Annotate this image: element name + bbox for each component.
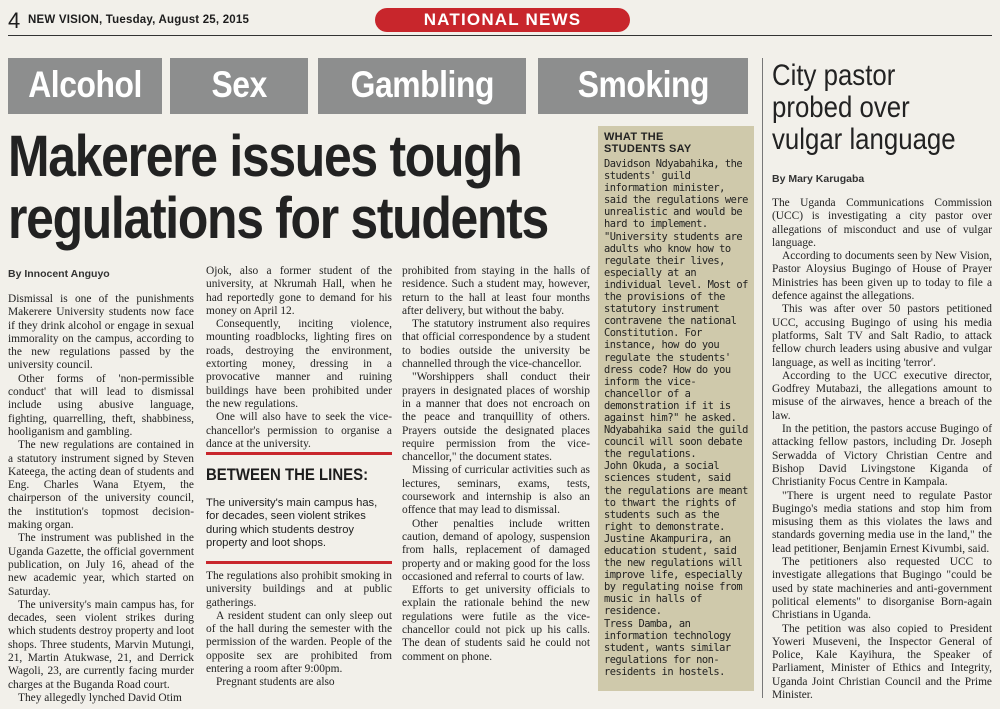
main-byline: By Innocent Anguyo bbox=[8, 268, 110, 280]
paragraph: The petitioners also requested UCC to investigate allegations that Bugingo "could be used by state machineries and anti-government political elements" to disorganise Born-again Christians in Uganda. bbox=[772, 556, 992, 622]
paragraph: The new regulations are contained in a statutory instrument signed by Steven Kateega, the acting dean of students and Eng. Charles Wana Etyem, the chairperson of the university council, the institution's topmost decision-making organ. bbox=[8, 439, 194, 532]
paragraph: In the petition, the pastors accuse Bugingo of attacking fellow pastors, including Dr. Joseph Serwadda of Victory Christian Centre and Bishop David Livingstone Kiganda of Christianity Focus Centre in Kampala. bbox=[772, 423, 992, 489]
paragraph: "University students are adults who know how to regulate their lives, especially at an individual level. Most of the provisions of the statutory instrument contravene the national Constitution. For instance, how do you regulate the students' dress code? How do you inform the vice-chancellor of a demonstration if it is against him?" he asked. bbox=[604, 230, 748, 424]
paragraph: Ndyabahika said the guild council will soon debate the regulations. bbox=[604, 424, 748, 461]
topic-smoking: Smoking bbox=[538, 58, 748, 114]
sidebar-body bbox=[604, 158, 748, 678]
paragraph: Tress Damba, an information technology student, wants similar regulations for non-residents in hostels. bbox=[604, 617, 731, 678]
paragraph: Pregnant students are also bbox=[216, 676, 335, 689]
paragraph: The university's main campus has, for decades, seen violent strikes during which students destroy property and loot shops. Three students, Marvin Mutungi, 21, Martin Atukwase, 21, and Derrick Wagoli, 23, are currently facing murder charges at the Buganda Road court. bbox=[8, 598, 194, 691]
right-headline: City pastor probed over vulgar language bbox=[772, 59, 956, 156]
topic-gambling: Gambling bbox=[318, 58, 526, 114]
paragraph: prohibited from staying in the halls of residence. Such a student may, however, return to the hall at least four months after delivery, but without the baby. bbox=[402, 265, 590, 317]
paragraph: Justine Akampurira, an education student, said the new regulations will improve life, especially by regulating noise from music in halls of residence. bbox=[604, 532, 743, 618]
paragraph: Other forms of 'non-permissible conduct' that will lead to dismissal include using abusive language, fighting, quarrelling, theft, shabbiness, hooliganism and gambling. bbox=[8, 372, 194, 438]
between-the-lines-rule-top bbox=[206, 452, 392, 455]
paragraph: "There is urgent need to regulate Pastor Bugingo's media stations and stop him from misusing them as this violates the laws and standards governing media use in the land," the lead petitioner, Benjamin Ernest Kivumbi, said. bbox=[772, 489, 992, 555]
paragraph: Dismissal is one of the punishments Makerere University students now face if they drink alcohol or engage in sexual immorality on the campus, according to the new regulations passed by the university council. bbox=[8, 293, 194, 372]
sidebar-title: WHAT THE STUDENTS SAY bbox=[604, 131, 692, 155]
paragraph: Efforts to get university officials to explain the rationale behind the new regulations were futile as the vice-chancellor could not pick up his calls. The dean of students said he could not comment on phone. bbox=[402, 584, 590, 663]
paragraph: They allegedly lynched David Otim bbox=[18, 691, 182, 704]
main-story-column-3 bbox=[402, 265, 590, 664]
main-story-column-2-top bbox=[206, 265, 392, 451]
section-banner: NATIONAL NEWS bbox=[375, 8, 630, 32]
paragraph: "Worshippers shall conduct their prayers in designated places of worship in a manner that does not encroach on the peace and tranquillity of others. Prayers outside the designated places require permission from the vice-chancellor," the document states. bbox=[402, 371, 590, 464]
paragraph: Consequently, inciting violence, mounting roadblocks, lighting fires on roads, destroying the environment, extorting money, dressing in a provocative manner and ruining buildings have been prohibited under the new regulations. bbox=[206, 318, 392, 410]
paragraph: Davidson Ndyabahika, the students' guild information minister, said the regulations were unrealistic and would be hard to implement. bbox=[604, 158, 748, 231]
paragraph: The statutory instrument also requires that official correspondence by a student to bodies outside the university be channelled through the vice-chancellor. bbox=[402, 318, 590, 371]
paragraph: This was after over 50 pastors petitioned UCC, accusing Bugingo of using his media platforms, Salt TV and Salt Radio, to attack fellow church leaders using abusive and vulgar language, as well as inciting 'terror'. bbox=[772, 303, 992, 369]
publication-date-line: NEW VISION, Tuesday, August 25, 2015 bbox=[28, 14, 250, 26]
topic-sex: Sex bbox=[170, 58, 308, 114]
right-byline: By Mary Karugaba bbox=[772, 173, 865, 185]
topic-alcohol: Alcohol bbox=[8, 58, 162, 114]
students-say-sidebar bbox=[598, 126, 754, 691]
paragraph: A resident student can only sleep out of the hall during the semester with the permission of the warden. People of the opposite sex are prohibited from entering a room after 9:00pm. bbox=[206, 609, 392, 676]
paragraph: Missing of curricular activities such as lectures, seminars, exams, tests, coursework and internship is also an offence that may lead to dismissal. bbox=[402, 464, 590, 517]
paragraph: The petition was also copied to President Yoweri Museveni, the Inspector General of Police, Kale Kayihura, the Speaker of Parliament, Minister of Ethics and Integrity, Uganda Joint Christian Council and the Prime Minister. bbox=[772, 622, 992, 701]
page-number: 4 bbox=[8, 8, 21, 33]
column-divider bbox=[762, 58, 763, 698]
paragraph: One will also have to seek the vice-chancellor's permission to organise a dance at the university. bbox=[206, 411, 392, 450]
between-the-lines-text: The university's main campus has, for decades, seen violent strikes during which students destroy property and loot shops. bbox=[206, 497, 378, 550]
main-story-column-1 bbox=[8, 293, 194, 705]
between-the-lines-title: BETWEEN THE LINES: bbox=[206, 465, 369, 484]
paragraph: According to documents seen by New Vision, Pastor Aloysius Bugingo of House of Prayer Ministries has been given up to today to file a defence against the allegations. bbox=[772, 250, 992, 303]
main-headline: Makerere issues tough regulations for students bbox=[8, 124, 548, 251]
paragraph: Other penalties include written caution, demand of apology, suspension from halls, replacement of damaged property and or making good for the loss occasioned and referral to courts of law. bbox=[402, 517, 590, 583]
paragraph: The Uganda Communications Commission (UCC) is investigating a city pastor over allegations of misconduct and use of vulgar language. bbox=[772, 197, 992, 249]
paragraph: John Okuda, a social sciences student, said the regulations are meant to thwart the rights of students such as the right to demonstrate. bbox=[604, 460, 748, 533]
masthead bbox=[8, 8, 992, 36]
between-the-lines-rule-bottom bbox=[206, 561, 392, 564]
right-story-body bbox=[772, 197, 992, 702]
paragraph: The regulations also prohibit smoking in university buildings and at public gatherings. bbox=[206, 570, 392, 609]
paragraph: Ojok, also a former student of the university, at Nkrumah Hall, when he had reportedly gone to demand for his money on April 12. bbox=[206, 265, 392, 317]
between-the-lines-box bbox=[206, 452, 392, 564]
main-story-column-2-bottom bbox=[206, 570, 392, 690]
paragraph: According to the UCC executive director, Godfrey Mutabazi, the allegations amount to misuse of the airwaves, hence a breach of the law. bbox=[772, 369, 992, 422]
paragraph: The instrument was published in the Uganda Gazette, the official government publication, on July 16, ahead of the new academic year, which started on Saturday. bbox=[8, 532, 194, 598]
